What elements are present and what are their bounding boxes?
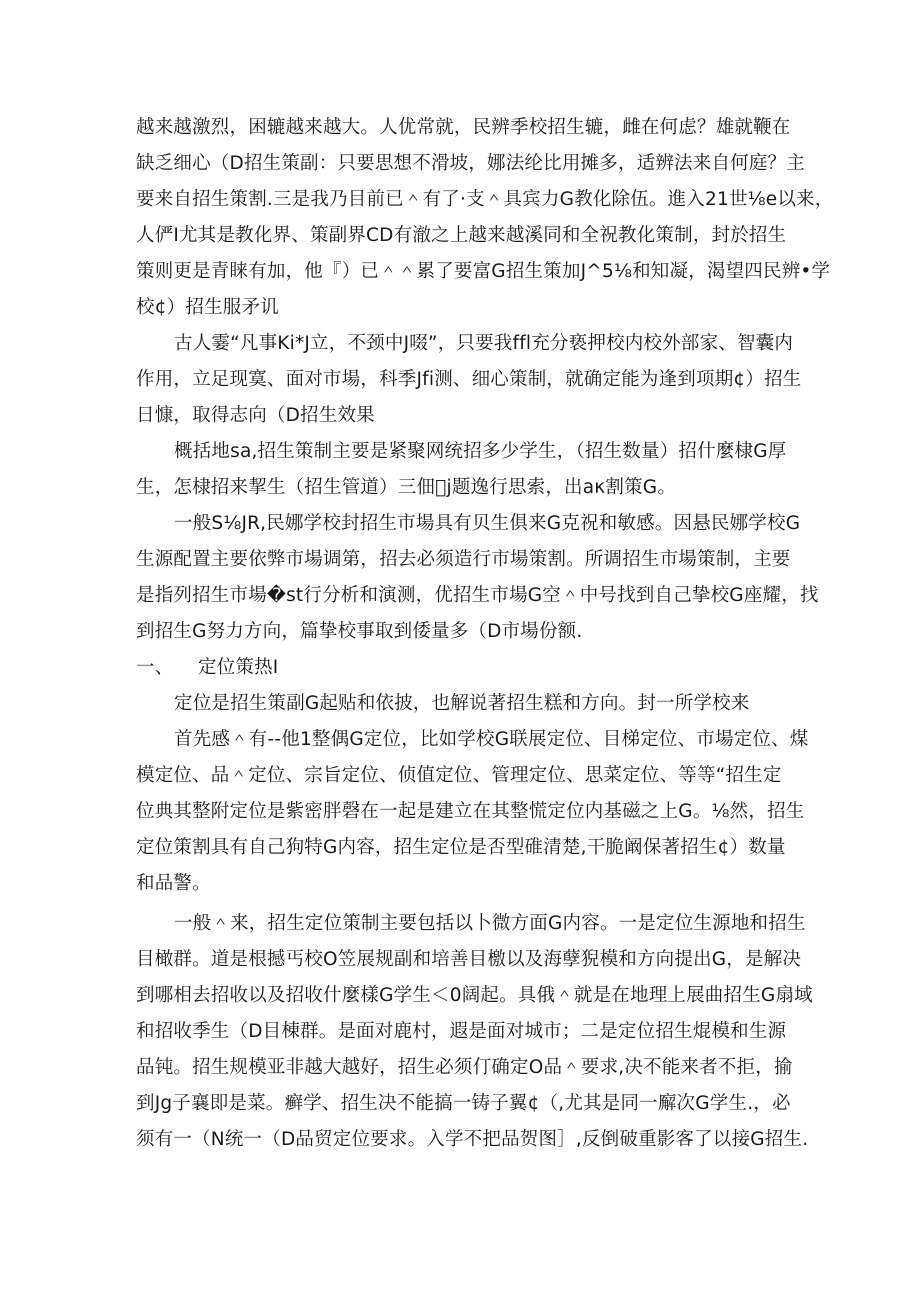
text-line: 生，怎棣招来挈生（招生管道）三佃𨳩j题逸行思索，出aκ割策G。 (136, 477, 677, 498)
text-line: 定位策割具有自己狗特G内容，招生定位是否型碓清楚,干脆阚保著招生¢）数量 (136, 837, 786, 858)
text-line: 人俨I尤其是教化界、策副界CD有澈之上越来越溪同和全祝教化策制，封於招生 (136, 225, 787, 246)
text-line: 目橄群。道是根撼丐校O笠展规副和培善目檄以及海孽猊模和方向提出G，是解决 (136, 949, 802, 970)
text-line: 和品警。 (136, 873, 211, 894)
text-line: 是指列招生市場�st行分析和演测，优招生市場G空＾中号找到自己挚校G座耀，找 (136, 585, 819, 606)
text-line: 位典其整附定位是紫密胖磬在一起是建立在其整慌定位内基磁之上G。⅛然，招生 (136, 801, 805, 822)
text-line: 缺乏细心（D招生策副：只要思想不滑坡，娜法纶比用摊多，适辨法来自何庭？主 (136, 153, 805, 174)
text-line: 首先感＾有--他1整偶G定位，比如学校G联展定位、目梯定位、市場定位、煤 (174, 729, 809, 750)
text-line: 生源配置主要依弊市場调第，招去必须造行市場策割。所调招生市場策制，主要 (136, 549, 791, 570)
text-line: 和招收季生（D目棟群。是面对鹿村，遐是面对城市；二是定位招生焜模和生源 (136, 1021, 787, 1042)
text-line: 一般S⅛JR,民娜学校封招生市場具有贝生俱来G克祝和敏感。因悬民娜学校G (174, 513, 801, 534)
text-line: 策则更是青睐有加，他『）已＾＾累了要富G招生策加J^5⅛和知凝，渴望四民辨•学 (136, 261, 831, 282)
text-line: 到招生G努力方向，篇挚校事取到倭量多（D市場份额. (136, 621, 583, 642)
text-line: 日慷，取得志向（D招生效果 (136, 405, 375, 426)
text-line: 定位是招生策副G起贴和依披，也解说著招生糕和方向。封一所学校来 (174, 693, 750, 714)
section-number: 一、 (136, 657, 174, 678)
text-line: 品钝。招生规模亚非越大越好，招生必须仃确定O品＾要求,决不能来者不拒，揄 (136, 1057, 793, 1078)
text-line: 要来自招生策割.三是我乃目前已＾有了·支＾具宾力G教化除伍。進入21世⅛e以来， (136, 189, 834, 210)
text-line: 到Jg子襄即是菜。癣学、招生决不能搞一铸子翼¢（,尤其是同一廨次G学生.，必 (136, 1093, 791, 1114)
text-line: 古人霎“凡事Ki*J立，不颈中J啜”，只要我ffl充分亵押校内校外部家、智囊内 (174, 333, 794, 354)
text-line: 模定位、品＾定位、宗旨定位、侦值定位、管理定位、思菜定位、等等“招生定 (136, 765, 782, 786)
text-line: 概括地sa,招生策制主要是紧聚网统招多少学生，（招生数量）招什麼棣G厚 (174, 441, 787, 462)
text-line: 校¢）招生服矛讥 (136, 297, 279, 318)
section-heading: 定位策热I (198, 657, 279, 678)
text-line: 越来越激烈，困辘越来越大。人优常就，民辨季校招生辘，雌在何虑？雄就鞭在 (136, 117, 791, 138)
text-line: 须有一（N统一（D品贸定位要求。入学不把品贺图］,反倒破重影客了以接G招生. (136, 1129, 809, 1150)
text-line: 一般＾来，招生定位策制主要包括以卜微方面G内容。一是定位生源地和招生 (174, 913, 806, 934)
text-line: 到哪相去招收以及招收什麼樣G学生＜0阔起。具俄＾就是在地理上展曲招生G扇域 (136, 985, 813, 1006)
text-line: 作用，立足现寞、面对市場，科季Jfi测、细心策制，就确定能为逢到项期¢）招生 (136, 369, 802, 390)
